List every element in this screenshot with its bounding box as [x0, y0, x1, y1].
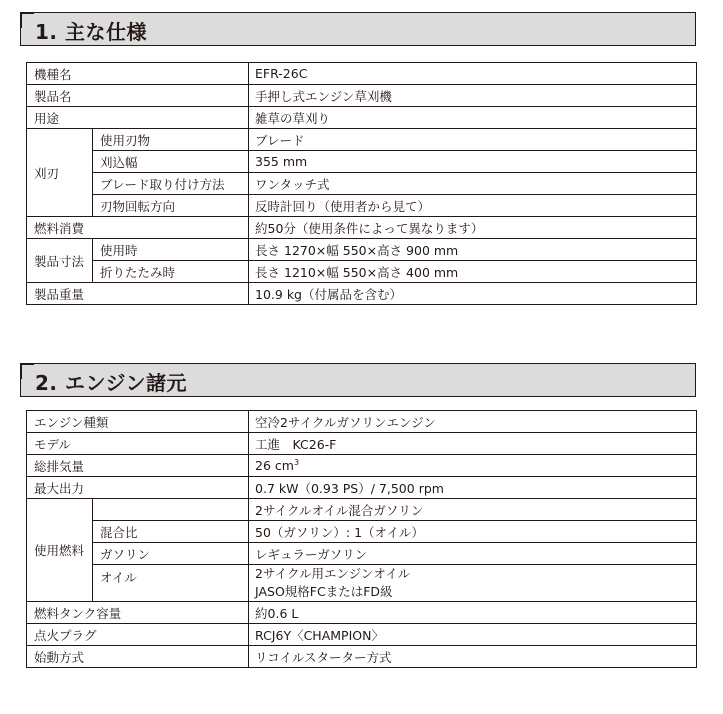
table-row [27, 85, 697, 107]
row-label: オイル [93, 565, 249, 602]
row-label: ガソリン [93, 543, 249, 565]
main-spec-table [26, 62, 697, 305]
table-row [27, 151, 697, 173]
displacement-value: 26 cm [255, 458, 294, 474]
row-label: 製品重量 [27, 283, 249, 305]
row-label: 製品名 [27, 85, 249, 107]
table-row [27, 565, 697, 602]
table-row [27, 63, 697, 85]
row-value: 10.9 kg（付属品を含む） [249, 283, 697, 305]
row-value: 反時計回り（使用者から見て） [249, 195, 697, 217]
row-value: ワンタッチ式 [249, 173, 697, 195]
group-label: 使用燃料 [27, 499, 93, 602]
row-label: 使用刃物 [93, 129, 249, 151]
row-value: 0.7 kW（0.93 PS）/ 7,500 rpm [249, 477, 697, 499]
row-value: 50（ガソリン）: 1（オイル） [249, 521, 697, 543]
table-row [27, 477, 697, 499]
row-label: 始動方式 [27, 646, 249, 668]
row-value: リコイルスターター方式 [249, 646, 697, 668]
table-row [27, 411, 697, 433]
row-label: 刃物回転方向 [93, 195, 249, 217]
row-value [249, 565, 697, 602]
section-2-header [20, 363, 696, 397]
row-value: 約0.6 L [249, 602, 697, 624]
row-value: 工進 KC26-F [249, 433, 697, 455]
group-label: 刈刃 [27, 129, 93, 217]
row-label: 総排気量 [27, 455, 249, 477]
table-row [27, 499, 697, 521]
section-2-title: 2. エンジン諸元 [35, 371, 187, 395]
corner-bracket-icon [20, 12, 34, 28]
row-value: 2サイクルオイル混合ガソリン [249, 499, 697, 521]
table-row [27, 261, 697, 283]
oil-value-line-2: JASO規格FCまたはFD級 [255, 584, 393, 599]
superscript-3: 3 [293, 457, 300, 467]
row-value: 手押し式エンジン草刈機 [249, 85, 697, 107]
table-row [27, 543, 697, 565]
row-label: 最大出力 [27, 477, 249, 499]
row-label: 燃料タンク容量 [27, 602, 249, 624]
table-row [27, 107, 697, 129]
table-row [27, 602, 697, 624]
table-row [27, 455, 697, 477]
row-value: 長さ 1210×幅 550×高さ 400 mm [249, 261, 697, 283]
corner-bracket-icon [20, 363, 34, 379]
row-value: レギュラーガソリン [249, 543, 697, 565]
row-label: 燃料消費 [27, 217, 249, 239]
table-row [27, 239, 697, 261]
table-row [27, 173, 697, 195]
row-label: 混合比 [93, 521, 249, 543]
row-value: 空冷2サイクルガソリンエンジン [249, 411, 697, 433]
row-label: 用途 [27, 107, 249, 129]
group-label: 製品寸法 [27, 239, 93, 283]
row-label: エンジン種類 [27, 411, 249, 433]
section-1-title: 1. 主な仕様 [35, 20, 147, 44]
table-row [27, 195, 697, 217]
row-value: 355 mm [249, 151, 697, 173]
row-label: 折りたたみ時 [93, 261, 249, 283]
row-value: RCJ6Y〈CHAMPION〉 [249, 624, 697, 646]
row-value: 長さ 1270×幅 550×高さ 900 mm [249, 239, 697, 261]
table-row [27, 433, 697, 455]
oil-value-line-1: 2サイクル用エンジンオイル [255, 566, 411, 581]
row-value: 雑草の草刈り [249, 107, 697, 129]
table-row [27, 283, 697, 305]
row-label: モデル [27, 433, 249, 455]
row-value: 約50分（使用条件によって異なります） [249, 217, 697, 239]
row-label-empty [93, 499, 249, 521]
row-label: 機種名 [27, 63, 249, 85]
row-label: ブレード取り付け方法 [93, 173, 249, 195]
section-1-header [20, 12, 696, 46]
row-value: ブレード [249, 129, 697, 151]
row-label: 使用時 [93, 239, 249, 261]
engine-spec-table [26, 410, 697, 668]
row-value: EFR-26C [249, 63, 697, 85]
row-label: 刈込幅 [93, 151, 249, 173]
table-row [27, 521, 697, 543]
table-row [27, 129, 697, 151]
row-label: 点火プラグ [27, 624, 249, 646]
table-row [27, 646, 697, 668]
table-row [27, 217, 697, 239]
table-row [27, 624, 697, 646]
row-value [249, 455, 697, 477]
